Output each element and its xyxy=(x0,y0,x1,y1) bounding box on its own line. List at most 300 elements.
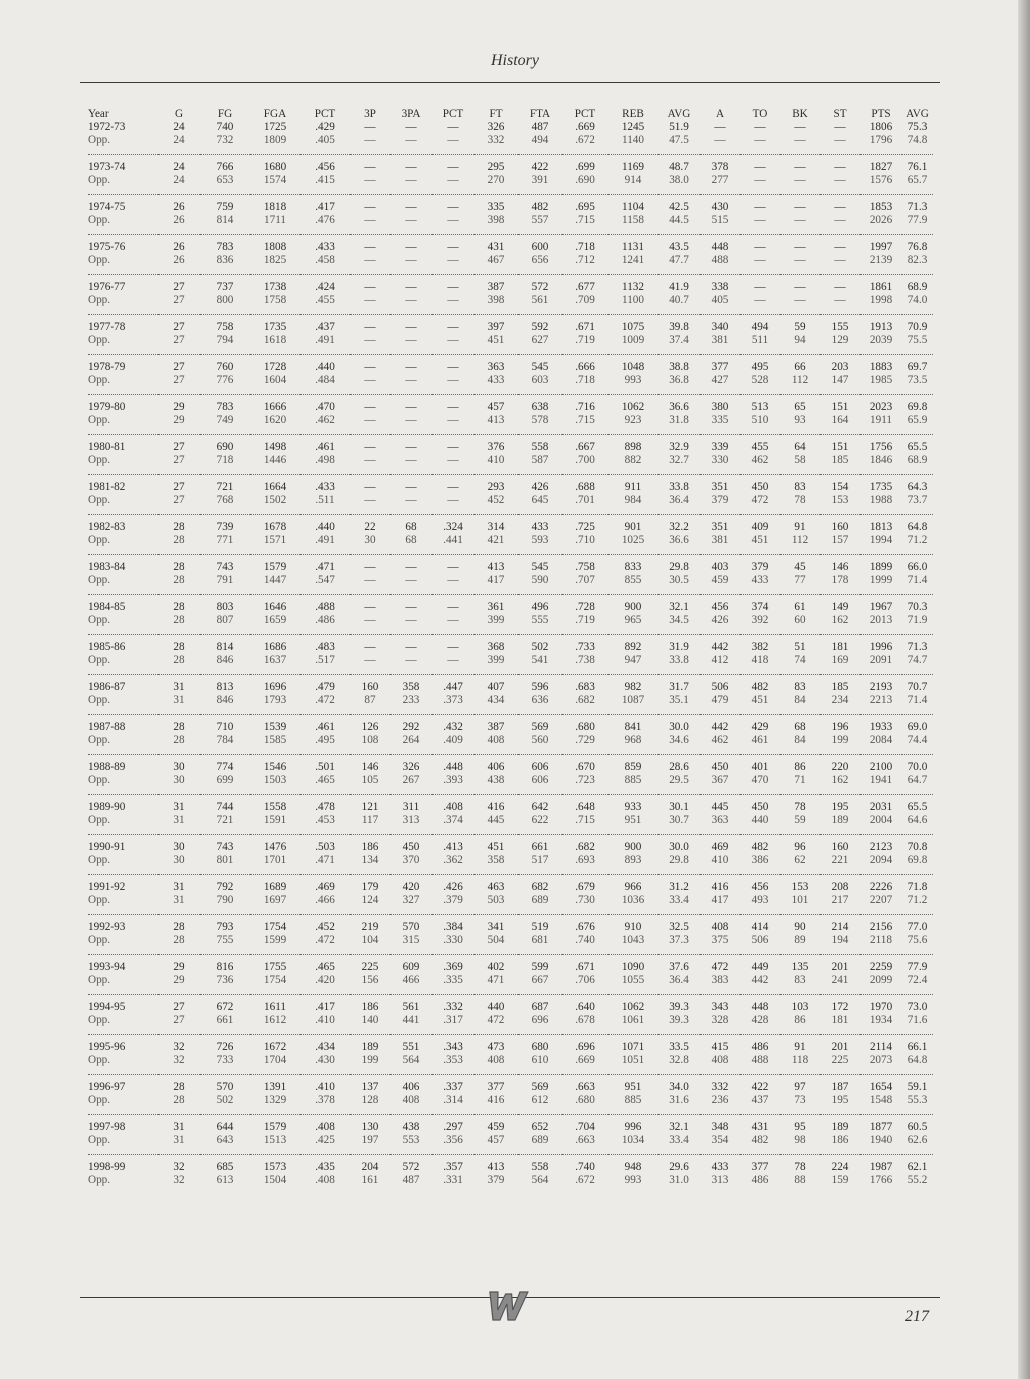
stat-cell: 1758 xyxy=(250,294,300,315)
stat-cell: 1579 xyxy=(263,1121,287,1133)
opponent-label: Opp. xyxy=(88,774,158,795)
stat-cell: .410 xyxy=(315,1081,335,1093)
stat-cell: 28 xyxy=(173,521,185,533)
stat-cell: 1055 xyxy=(608,974,658,995)
season-year: 1979-80 xyxy=(88,401,126,413)
page-edge xyxy=(1018,0,1030,1379)
stat-cell: 219 xyxy=(361,921,379,933)
stat-cell: — xyxy=(834,121,846,133)
stat-cell: 28 xyxy=(158,574,200,595)
stat-cell: .417 xyxy=(315,201,335,213)
stat-cell: 181 xyxy=(831,641,849,653)
stat-cell: 241 xyxy=(820,974,860,995)
stat-cell: 590 xyxy=(518,574,562,595)
stat-cell: 1996 xyxy=(869,641,893,653)
stat-cell: 2123 xyxy=(869,841,893,853)
stat-cell: 2100 xyxy=(869,761,893,773)
stat-cell: 1725 xyxy=(263,121,287,133)
stat-cell: 496 xyxy=(531,601,549,613)
stat-cell: 91 xyxy=(794,521,806,533)
stat-cell: 28.6 xyxy=(669,761,689,773)
stat-cell: 459 xyxy=(700,574,740,595)
column-header: 3P xyxy=(364,108,376,120)
team-row xyxy=(88,121,933,134)
stat-cell: 836 xyxy=(200,254,250,275)
stat-cell: 27 xyxy=(173,481,185,493)
stat-cell: 27 xyxy=(158,454,200,475)
stat-cell: 55.2 xyxy=(907,1174,928,1186)
stat-cell: 28 xyxy=(173,641,185,653)
stat-cell: 1140 xyxy=(608,134,658,155)
stat-cell: 1735 xyxy=(263,321,287,333)
stat-cell: — xyxy=(447,601,459,613)
stat-cell: 1999 xyxy=(860,574,902,595)
stat-cell: 441 xyxy=(390,1014,432,1035)
stat-cell: — xyxy=(390,214,432,235)
stat-cell: 71.4 xyxy=(902,694,933,715)
stat-cell: 1090 xyxy=(621,961,645,973)
stat-cell: .680 xyxy=(562,1094,608,1115)
opponent-row xyxy=(88,334,933,355)
season-year: 1975-76 xyxy=(88,241,126,253)
stat-cell: — xyxy=(432,494,474,515)
opponent-label: Opp. xyxy=(88,614,158,635)
stat-cell: .434 xyxy=(315,1041,335,1053)
team-row xyxy=(88,635,933,655)
stat-cell: 43.5 xyxy=(669,241,689,253)
stat-cell: — xyxy=(447,201,459,213)
stat-cell: 1666 xyxy=(263,401,287,413)
season-year: 1990-91 xyxy=(88,841,126,853)
stat-cell: 65.7 xyxy=(902,174,933,195)
stat-cell: 790 xyxy=(200,894,250,915)
stat-cell: 622 xyxy=(518,814,562,835)
stat-cell: .455 xyxy=(300,294,350,315)
stat-cell: 34.0 xyxy=(669,1081,689,1093)
stat-cell: .469 xyxy=(315,881,335,893)
stat-cell: 545 xyxy=(531,361,549,373)
stat-cell: 30.0 xyxy=(669,721,689,733)
stat-cell: 31 xyxy=(158,1134,200,1155)
stat-cell: 416 xyxy=(487,801,505,813)
stat-cell: 31.2 xyxy=(669,881,689,893)
stat-cell: 450 xyxy=(751,801,769,813)
column-header: PTS xyxy=(871,108,891,120)
opponent-label: Opp. xyxy=(88,574,158,595)
stat-cell: 32.1 xyxy=(669,1121,689,1133)
stat-cell: — xyxy=(820,174,860,195)
stat-cell: — xyxy=(834,201,846,213)
stat-cell: 328 xyxy=(700,1014,740,1035)
stat-cell: 1711 xyxy=(250,214,300,235)
stat-cell: 29 xyxy=(173,961,185,973)
stat-cell: 448 xyxy=(711,241,729,253)
stat-cell: — xyxy=(390,334,432,355)
season-year: 1984-85 xyxy=(88,601,126,613)
stat-cell: .356 xyxy=(432,1134,474,1155)
stat-cell: 1604 xyxy=(250,374,300,395)
stat-cell: 332 xyxy=(474,134,518,155)
stat-cell: 721 xyxy=(200,814,250,835)
stat-cell: .433 xyxy=(315,241,335,253)
stat-cell: 2026 xyxy=(860,214,902,235)
stat-cell: 146 xyxy=(361,761,379,773)
stat-cell: 38.0 xyxy=(658,174,700,195)
stat-cell: .728 xyxy=(575,601,595,613)
stat-cell: 88 xyxy=(794,1174,806,1186)
stat-cell: 482 xyxy=(740,1134,780,1155)
stat-cell: — xyxy=(390,454,432,475)
stat-cell: 1755 xyxy=(263,961,287,973)
stat-cell: 68.9 xyxy=(902,454,933,475)
stat-cell: 487 xyxy=(402,1174,420,1186)
stat-cell: 2094 xyxy=(860,854,902,875)
stat-cell: 66 xyxy=(794,361,806,373)
stat-cell: 740 xyxy=(216,121,234,133)
stat-cell: .498 xyxy=(300,454,350,475)
stat-cell: 645 xyxy=(518,494,562,515)
stat-cell: 1970 xyxy=(869,1001,893,1013)
stat-cell: 71 xyxy=(780,774,820,795)
stat-cell: .331 xyxy=(443,1174,463,1186)
team-row xyxy=(88,795,933,815)
stat-cell: 236 xyxy=(700,1094,740,1115)
stat-cell: 743 xyxy=(216,841,234,853)
stat-cell: 687 xyxy=(531,1001,549,1013)
stat-cell: .672 xyxy=(562,134,608,155)
stat-cell: .332 xyxy=(443,1001,463,1013)
stat-cell: 376 xyxy=(487,441,505,453)
stat-cell: 31 xyxy=(173,881,185,893)
opponent-row xyxy=(88,814,933,835)
stat-cell: 408 xyxy=(711,921,729,933)
stat-cell: .716 xyxy=(575,401,595,413)
stat-cell: 234 xyxy=(820,694,860,715)
opponent-label: Opp. xyxy=(88,734,158,755)
stat-cell: 457 xyxy=(487,401,505,413)
team-row xyxy=(88,995,933,1015)
season-year: 1978-79 xyxy=(88,361,126,373)
stat-cell: 78 xyxy=(794,801,806,813)
column-header: 3PA xyxy=(401,108,421,120)
stat-cell: 221 xyxy=(820,854,860,875)
stat-cell: 370 xyxy=(390,854,432,875)
w-logo-icon xyxy=(480,1286,530,1326)
stat-cell: 69.8 xyxy=(907,401,928,413)
stat-cell: 64.6 xyxy=(902,814,933,835)
stat-cell: 179 xyxy=(361,881,379,893)
stat-cell: 28 xyxy=(158,614,200,635)
stat-cell: 558 xyxy=(531,441,549,453)
stat-cell: 73.5 xyxy=(902,374,933,395)
stat-cell: .672 xyxy=(575,1174,595,1186)
stat-cell: — xyxy=(754,281,766,293)
stat-cell: 103 xyxy=(791,1001,809,1013)
stat-cell: — xyxy=(390,174,432,195)
stat-cell: 1100 xyxy=(608,294,658,315)
stat-cell: 60.5 xyxy=(907,1121,928,1133)
stat-cell: 71.8 xyxy=(907,881,928,893)
stat-cell: 407 xyxy=(487,681,505,693)
stat-cell: .378 xyxy=(300,1094,350,1115)
stat-cell: 482 xyxy=(751,841,769,853)
stat-cell: 1025 xyxy=(608,534,658,555)
stat-cell: 27 xyxy=(173,361,185,373)
column-header: PCT xyxy=(574,108,596,120)
stat-cell: 47.7 xyxy=(658,254,700,275)
stat-cell: 472 xyxy=(740,494,780,515)
stat-cell: 1813 xyxy=(869,521,893,533)
stat-cell: 1998 xyxy=(860,294,902,315)
stat-cell: 428 xyxy=(740,1014,780,1035)
stat-cell: 24 xyxy=(173,121,185,133)
stat-cell: 603 xyxy=(518,374,562,395)
stat-cell: 984 xyxy=(608,494,658,515)
stat-cell: .738 xyxy=(562,654,608,675)
stat-cell: — xyxy=(432,174,474,195)
team-row xyxy=(88,435,933,455)
stat-cell: 71.3 xyxy=(907,641,928,653)
stat-cell: 442 xyxy=(711,641,729,653)
stat-cell: .415 xyxy=(300,174,350,195)
stat-cell: 386 xyxy=(740,854,780,875)
stat-cell: 39.8 xyxy=(669,321,689,333)
stat-cell: 572 xyxy=(531,281,549,293)
stat-cell: 84 xyxy=(780,734,820,755)
stat-cell: 433 xyxy=(474,374,518,395)
stat-cell: 1985 xyxy=(860,374,902,395)
opponent-label: Opp. xyxy=(88,214,158,235)
stat-cell: 68 xyxy=(390,534,432,555)
stat-cell: — xyxy=(447,641,459,653)
stat-cell: 377 xyxy=(487,1081,505,1093)
stat-cell: 479 xyxy=(700,694,740,715)
stat-cell: 510 xyxy=(740,414,780,435)
column-header: FTA xyxy=(529,108,551,120)
stat-cell: .680 xyxy=(575,721,595,733)
stat-cell: 1502 xyxy=(250,494,300,515)
stat-cell: 553 xyxy=(390,1134,432,1155)
stat-cell: 519 xyxy=(531,921,549,933)
stat-cell: 462 xyxy=(740,454,780,475)
stat-cell: 86 xyxy=(780,1014,820,1035)
stat-cell: 911 xyxy=(624,481,642,493)
stat-cell: .486 xyxy=(300,614,350,635)
team-row xyxy=(88,955,933,975)
stat-cell: — xyxy=(447,441,459,453)
stat-cell: 86 xyxy=(794,761,806,773)
stat-cell: .718 xyxy=(562,374,608,395)
stat-cell: 108 xyxy=(350,734,390,755)
stat-cell: 295 xyxy=(487,161,505,173)
stat-cell: .740 xyxy=(575,1161,595,1173)
stat-cell: 27 xyxy=(158,374,200,395)
stat-cell: 27 xyxy=(173,441,185,453)
stat-cell: 1585 xyxy=(250,734,300,755)
stat-cell: 1637 xyxy=(250,654,300,675)
opponent-label: Opp. xyxy=(88,254,158,275)
season-year: 1992-93 xyxy=(88,921,126,933)
stat-cell: — xyxy=(780,294,820,315)
stat-cell: .441 xyxy=(432,534,474,555)
stat-cell: 32.9 xyxy=(669,441,689,453)
stat-cell: .440 xyxy=(315,521,335,533)
stat-cell: .669 xyxy=(562,1054,608,1075)
stat-cell: .405 xyxy=(300,134,350,155)
stat-cell: 471 xyxy=(474,974,518,995)
stat-cell: 910 xyxy=(624,921,642,933)
opponent-label: Opp. xyxy=(88,494,158,515)
stat-cell: 689 xyxy=(518,1134,562,1155)
stat-cell: — xyxy=(447,361,459,373)
stat-cell: 1754 xyxy=(263,921,287,933)
stat-cell: 996 xyxy=(624,1121,642,1133)
stat-cell: — xyxy=(432,454,474,475)
opponent-label: Opp. xyxy=(88,1134,158,1155)
stat-cell: — xyxy=(364,401,376,413)
stat-cell: — xyxy=(432,294,474,315)
stat-cell: — xyxy=(405,361,417,373)
stat-cell: 451 xyxy=(740,694,780,715)
team-row xyxy=(88,235,933,255)
stat-cell: 1611 xyxy=(264,1001,286,1013)
stat-cell: 186 xyxy=(820,1134,860,1155)
stat-cell: 2139 xyxy=(860,254,902,275)
stat-cell: 36.4 xyxy=(658,974,700,995)
stat-cell: 358 xyxy=(402,681,420,693)
stat-cell: 31.7 xyxy=(669,681,689,693)
stat-cell: 427 xyxy=(700,374,740,395)
stat-cell: 506 xyxy=(711,681,729,693)
opponent-label: Opp. xyxy=(88,1094,158,1115)
stat-cell: 502 xyxy=(200,1094,250,1115)
stat-cell: 377 xyxy=(711,361,729,373)
stat-cell: 448 xyxy=(751,1001,769,1013)
stat-cell: 341 xyxy=(487,921,505,933)
opponent-row xyxy=(88,214,933,235)
stat-cell: 181 xyxy=(820,1014,860,1035)
stat-cell: 638 xyxy=(531,401,549,413)
stat-cell: 1704 xyxy=(250,1054,300,1075)
stat-cell: 551 xyxy=(402,1041,420,1053)
stat-cell: 406 xyxy=(487,761,505,773)
stat-cell: 31.8 xyxy=(658,414,700,435)
stat-cell: 803 xyxy=(216,601,234,613)
stat-cell: 90 xyxy=(794,921,806,933)
stat-cell: 83 xyxy=(794,481,806,493)
stat-cell: 1678 xyxy=(263,521,287,533)
stat-cell: 161 xyxy=(361,1174,379,1186)
stat-cell: 794 xyxy=(200,334,250,355)
stat-cell: .435 xyxy=(315,1161,335,1173)
stat-cell: 681 xyxy=(518,934,562,955)
stat-cell: — xyxy=(740,294,780,315)
stat-cell: 1476 xyxy=(263,841,287,853)
stat-cell: 513 xyxy=(751,401,769,413)
stat-cell: 124 xyxy=(350,894,390,915)
stat-cell: — xyxy=(350,414,390,435)
stat-cell: 157 xyxy=(820,534,860,555)
team-row xyxy=(88,275,933,295)
stat-cell: 186 xyxy=(361,841,379,853)
stat-cell: 28 xyxy=(173,1081,185,1093)
stat-cell: 87 xyxy=(350,694,390,715)
stat-cell: 37.4 xyxy=(658,334,700,355)
stat-cell: 486 xyxy=(751,1041,769,1053)
stat-cell: 434 xyxy=(474,694,518,715)
stat-cell: — xyxy=(714,121,726,133)
stat-cell: 75.5 xyxy=(902,334,933,355)
stat-cell: 1818 xyxy=(263,201,287,213)
opponent-row xyxy=(88,614,933,635)
stat-cell: 225 xyxy=(820,1054,860,1075)
stat-cell: 267 xyxy=(390,774,432,795)
stat-cell: 73.0 xyxy=(907,1001,928,1013)
stat-cell: 606 xyxy=(518,774,562,795)
stat-cell: — xyxy=(432,374,474,395)
stat-cell: .408 xyxy=(315,1174,335,1186)
stat-cell: 121 xyxy=(361,801,379,813)
stat-cell: 38.8 xyxy=(669,361,689,373)
season-year: 1989-90 xyxy=(88,801,126,813)
stat-cell: 391 xyxy=(518,174,562,195)
stat-cell: — xyxy=(364,241,376,253)
stat-cell: 36.8 xyxy=(658,374,700,395)
stat-cell: 710 xyxy=(216,721,234,733)
stat-cell: 783 xyxy=(216,401,234,413)
stat-cell: 160 xyxy=(361,681,379,693)
stat-cell: 64.8 xyxy=(907,521,928,533)
stat-cell: 599 xyxy=(531,961,549,973)
stat-cell: — xyxy=(754,241,766,253)
stat-cell: 892 xyxy=(624,641,642,653)
stat-cell: 1043 xyxy=(608,934,658,955)
stat-cell: 28 xyxy=(158,934,200,955)
stat-cell: 437 xyxy=(740,1094,780,1115)
stat-cell: 1809 xyxy=(250,134,300,155)
stat-cell: 32 xyxy=(173,1174,185,1186)
stat-cell: .472 xyxy=(300,694,350,715)
stat-cell: 592 xyxy=(531,321,549,333)
stat-cell: — xyxy=(794,161,806,173)
stat-cell: 214 xyxy=(831,921,849,933)
stat-cell: 560 xyxy=(518,734,562,755)
stat-cell: 35.1 xyxy=(658,694,700,715)
stat-cell: 408 xyxy=(700,1054,740,1075)
stat-cell: 33.4 xyxy=(658,1134,700,1155)
stat-cell: 948 xyxy=(624,1161,642,1173)
column-header: TO xyxy=(752,108,768,120)
stat-cell: 339 xyxy=(711,441,729,453)
stat-cell: 450 xyxy=(751,481,769,493)
stat-cell: .379 xyxy=(432,894,474,915)
stat-cell: 587 xyxy=(518,454,562,475)
stat-cell: 93 xyxy=(780,414,820,435)
stat-cell: 467 xyxy=(474,254,518,275)
stat-cell: .671 xyxy=(575,961,595,973)
stat-cell: 1728 xyxy=(263,361,287,373)
stat-cell: 29 xyxy=(158,974,200,995)
stat-cell: 42.5 xyxy=(669,201,689,213)
stat-cell: .447 xyxy=(443,681,463,693)
stat-cell: 60 xyxy=(780,614,820,635)
stat-cell: — xyxy=(405,481,417,493)
stat-cell: 33.8 xyxy=(669,481,689,493)
stat-cell: 442 xyxy=(740,974,780,995)
stat-cell: 381 xyxy=(700,534,740,555)
stat-cell: 31.9 xyxy=(669,641,689,653)
opponent-row xyxy=(88,174,933,195)
